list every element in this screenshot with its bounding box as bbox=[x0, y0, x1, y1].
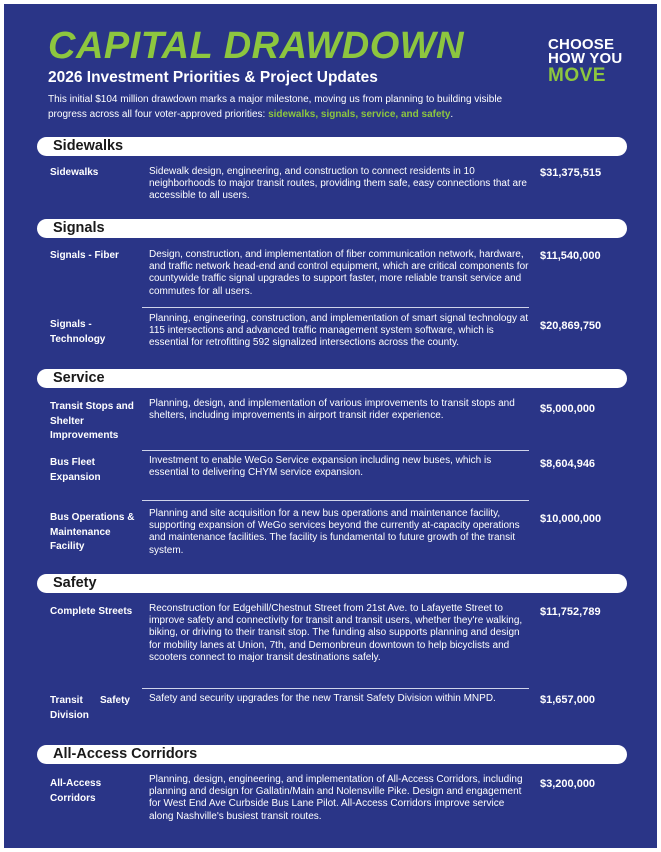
item-label-transit-safety: Transit Safety Division bbox=[50, 695, 130, 721]
intro-paragraph bbox=[48, 92, 518, 122]
row-divider bbox=[142, 450, 529, 451]
intro-text: This initial $104 million drawdown marks a major milestone, moving us from planning to building visible progress across all four voter-approved priorities: bbox=[48, 94, 503, 120]
item-amount-all-access-corridors: $3,200,000 bbox=[540, 778, 596, 790]
item-label-signals-fiber: Signals - Fiber bbox=[50, 250, 119, 261]
choose-how-you-move-logo bbox=[548, 38, 628, 86]
section-header-safety: Safety bbox=[37, 574, 627, 593]
capital-drawdown-page bbox=[4, 4, 657, 848]
item-label-complete-streets: Complete Streets bbox=[50, 606, 133, 617]
row-divider bbox=[142, 500, 529, 501]
item-desc-transit-safety: Safety and security upgrades for the new Transit Safety Division within MNPD. bbox=[149, 693, 496, 704]
intro-end: . bbox=[450, 109, 454, 120]
item-label-bus-fleet: Bus Fleet Expansion bbox=[50, 457, 101, 483]
item-label-sidewalks: Sidewalks bbox=[50, 167, 99, 178]
row-divider bbox=[142, 307, 529, 308]
logo-line-2: HOW YOU bbox=[548, 50, 623, 67]
section-header-service: Service bbox=[37, 369, 627, 388]
item-label-transit-stops: Transit Stops and Shelter Improvements bbox=[50, 401, 134, 441]
page-subtitle: 2026 Investment Priorities & Project Updates bbox=[48, 69, 378, 86]
page-title: CAPITAL DRAWDOWN bbox=[48, 25, 465, 67]
section-header-all-access-corridors: All-Access Corridors bbox=[37, 745, 627, 764]
item-label-all-access-corridors: All-Access Corridors bbox=[50, 778, 102, 804]
item-label-bus-operations: Bus Operations & Maintenance Facility bbox=[50, 512, 135, 552]
item-desc-bus-operations: Planning and site acquisition for a new bus operations and maintenance facility, supporting expansion of WeGo services beyond the currently at-capacity operations and maintenance facilities. The facility is fundamental to future growth of the transit system. bbox=[149, 508, 520, 556]
section-header-signals: Signals bbox=[37, 219, 627, 238]
item-desc-signals-technology: Planning, engineering, construction, and implementation of smart signal technology at 115 intersections and advanced traffic management system software, which is essential for retrofitting 592 signalized intersections across the county. bbox=[149, 313, 529, 349]
item-desc-bus-fleet: Investment to enable WeGo Service expansion including new buses, which is essential to delivering CHYM service expansion. bbox=[149, 455, 492, 479]
item-label-signals-technology: Signals - Technology bbox=[50, 319, 106, 345]
item-desc-transit-stops: Planning, design, and implementation of various improvements to transit stops and shelters, including improvements in airport transit rider experience. bbox=[149, 398, 515, 422]
item-amount-sidewalks: $31,375,515 bbox=[540, 167, 602, 179]
logo-line-1: CHOOSE bbox=[548, 36, 615, 53]
section-header-sidewalks: Sidewalks bbox=[37, 137, 627, 156]
item-amount-signals-technology: $20,869,750 bbox=[540, 320, 602, 332]
intro-highlight: sidewalks, signals, service, and safety bbox=[268, 109, 451, 120]
item-amount-transit-safety: $1,657,000 bbox=[540, 694, 596, 706]
row-divider bbox=[142, 688, 529, 689]
item-desc-all-access-corridors: Planning, design, engineering, and implementation of All-Access Corridors, including planning and design for Gallatin/Main and Nolensville Pike. Design and engagement for West End Ave Curbside Bus Lane Pilot. All-Access Corridors improve service along Nashville's busiest transit routes. bbox=[149, 774, 523, 822]
item-amount-transit-stops: $5,000,000 bbox=[540, 403, 596, 415]
item-desc-sidewalks: Sidewalk design, engineering, and construction to connect residents in 10 neighborhoods to major transit routes, providing them safe, easy connections that are accessible to all users. bbox=[149, 166, 527, 202]
item-amount-bus-operations: $10,000,000 bbox=[540, 513, 602, 525]
item-amount-complete-streets: $11,752,789 bbox=[540, 606, 601, 618]
item-amount-bus-fleet: $8,604,946 bbox=[540, 458, 596, 470]
item-desc-complete-streets: Reconstruction for Edgehill/Chestnut Street from 21st Ave. to Lafayette Street to improve safety and connectivity for transit and transit users, whether they're walking, biking, or driving to their transit stop. The funding also supports planning and design for mobility lanes at Union, 7th, and Demonbreun downtown to help bicyclists and scooters connect to major transit destinations safely. bbox=[149, 603, 523, 663]
logo-line-3: MOVE bbox=[548, 65, 606, 86]
item-amount-signals-fiber: $11,540,000 bbox=[540, 250, 601, 262]
item-desc-signals-fiber: Design, construction, and implementation of fiber communication network, hardware, and traffic network head-end and control equipment, which are critical components for countywide traffic signal upgrades to support faster, more reliable transit service and commutes for all users. bbox=[149, 249, 529, 297]
